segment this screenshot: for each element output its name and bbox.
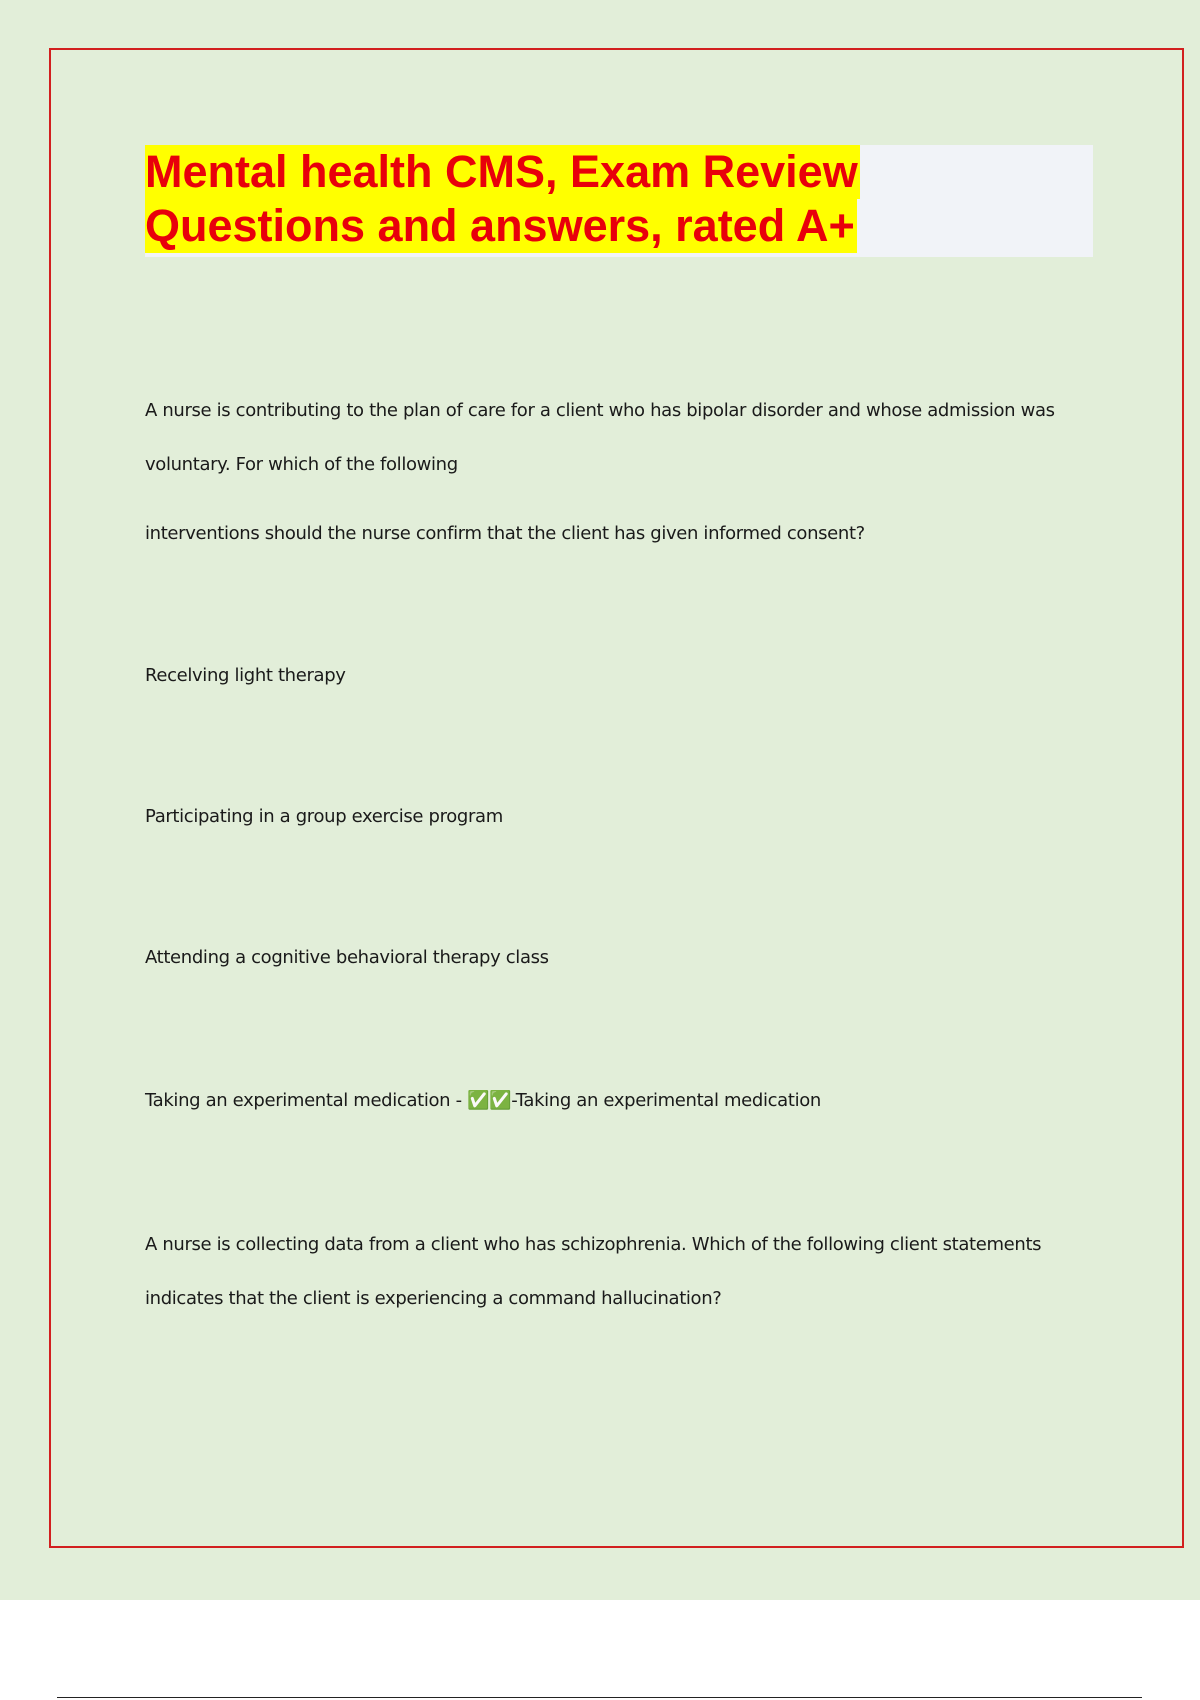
check-mark-icon: ✅✅: [467, 1090, 512, 1111]
answer-option-3: Attending a cognitive behavioral therapy class: [145, 947, 549, 968]
answer-option-2: Participating in a group exercise program: [145, 806, 503, 827]
answer-option-4: [145, 1089, 821, 1113]
question-1-line-3: interventions should the nurse confirm that the client has given informed consent?: [145, 523, 865, 544]
answer-option-1: Recelving light therapy: [145, 665, 346, 686]
question-1-line-2: voluntary. For which of the following: [145, 454, 458, 475]
question-2-line-2: indicates that the client is experiencing a command hallucination?: [145, 1288, 722, 1309]
document-title: [145, 145, 860, 253]
title-line-2: Questions and answers, rated A+: [145, 200, 855, 251]
answer-option-4-text: Taking an experimental medication -: [145, 1090, 462, 1111]
page-border-frame: [49, 48, 1184, 1548]
title-line-1: Mental health CMS, Exam Review: [145, 146, 858, 197]
question-1-line-1: A nurse is contributing to the plan of care for a client who has bipolar disorder and whose admission was: [145, 400, 1055, 421]
question-2-line-1: A nurse is collecting data from a client who has schizophrenia. Which of the following client statements: [145, 1234, 1042, 1255]
correct-answer-text: -Taking an experimental medication: [511, 1090, 821, 1111]
footer-divider: [57, 1697, 1142, 1698]
